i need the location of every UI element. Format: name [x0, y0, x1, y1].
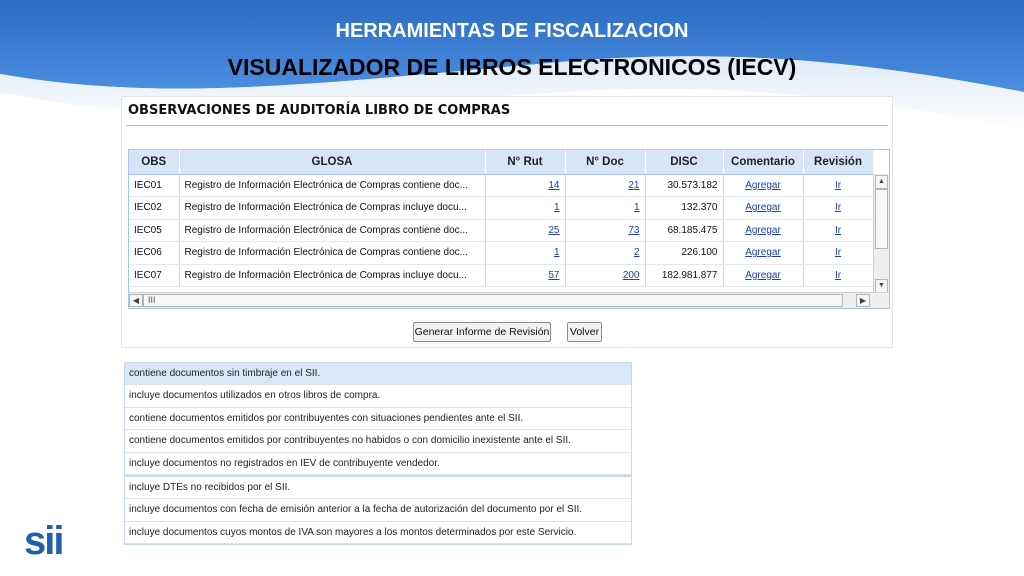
scroll-left-icon[interactable]: ◀	[129, 294, 143, 307]
scroll-right-icon[interactable]: ▶	[856, 294, 870, 307]
cell-obs: IEC05	[129, 219, 179, 242]
table-row	[129, 197, 873, 220]
audit-panel	[121, 96, 893, 348]
rut-link[interactable]: 14	[548, 179, 560, 191]
list-item[interactable]: incluye documentos no registrados en IEV de contribuyente vendedor.	[125, 453, 631, 475]
list-item[interactable]: incluye documentos con fecha de emisión anterior a la fecha de autorización del documento por el SII.	[125, 499, 631, 521]
agregar-link[interactable]: Agregar	[745, 224, 781, 236]
ir-link[interactable]: Ir	[834, 179, 842, 191]
horizontal-scrollbar[interactable]	[129, 292, 889, 308]
table-row	[129, 264, 873, 287]
cell-disc: 226.100	[645, 242, 723, 265]
column-header-glosa[interactable]: GLOSA	[179, 150, 485, 174]
cell-glosa: Registro de Información Electrónica de Compras contiene doc...	[179, 174, 485, 197]
doc-link[interactable]: 73	[628, 224, 640, 236]
ir-link[interactable]: Ir	[834, 269, 842, 281]
observations-table	[129, 150, 874, 287]
generate-report-button[interactable]: Generar Informe de Revisión	[413, 322, 551, 342]
list-item[interactable]: incluye documentos cuyos montos de IVA son mayores a los montos determinados por este Servicio.	[125, 522, 631, 544]
scroll-up-icon[interactable]: ▲	[875, 175, 888, 189]
agregar-link[interactable]: Agregar	[745, 179, 781, 191]
column-header-rut[interactable]: N° Rut	[485, 150, 565, 174]
column-header-doc[interactable]: N° Doc	[565, 150, 645, 174]
cell-glosa: Registro de Información Electrónica de Compras incluye docu...	[179, 264, 485, 287]
list-item[interactable]: incluye documentos utilizados en otros libros de compra.	[125, 385, 631, 407]
list-item[interactable]: contiene documentos emitidos por contribuyentes no habidos o con domicilio inexistente ante el SII.	[125, 430, 631, 452]
doc-link[interactable]: 21	[628, 179, 640, 191]
ir-link[interactable]: Ir	[834, 224, 842, 236]
agregar-link[interactable]: Agregar	[745, 202, 781, 214]
back-button[interactable]: Volver	[567, 322, 602, 342]
observations-grid	[128, 149, 890, 309]
slide-title: HERRAMIENTAS DE FISCALIZACION	[335, 20, 689, 42]
cell-glosa: Registro de Información Electrónica de Compras contiene doc...	[179, 219, 485, 242]
column-header-revision[interactable]: Revisión	[803, 150, 873, 174]
panel-heading: OBSERVACIONES DE AUDITORÍA LIBRO DE COMPRAS	[128, 103, 511, 118]
sii-logo-icon	[24, 518, 84, 560]
cell-glosa: Registro de Información Electrónica de Compras incluye docu...	[179, 197, 485, 220]
rut-link[interactable]: 57	[548, 269, 560, 281]
vertical-scrollbar[interactable]	[873, 174, 889, 294]
rut-link[interactable]: 1	[553, 247, 560, 259]
divider	[126, 125, 888, 126]
list-item[interactable]: contiene documentos emitidos por contribuyentes con situaciones pendientes ante el SII.	[125, 408, 631, 430]
list-item[interactable]: incluye DTEs no recibidos por el SII.	[125, 477, 631, 499]
vertical-scroll-thumb[interactable]	[875, 189, 888, 249]
doc-link[interactable]: 1	[633, 202, 640, 214]
column-header-comentario[interactable]: Comentario	[723, 150, 803, 174]
cell-obs: IEC01	[129, 174, 179, 197]
observation-list-b	[124, 476, 632, 545]
table-row	[129, 219, 873, 242]
doc-link[interactable]: 200	[622, 269, 640, 281]
observation-list-a	[124, 362, 632, 476]
ir-link[interactable]: Ir	[834, 247, 842, 259]
rut-link[interactable]: 25	[548, 224, 560, 236]
cell-obs: IEC02	[129, 197, 179, 220]
list-item[interactable]: contiene documentos sin timbraje en el SII.	[125, 363, 631, 385]
logo-text: sii	[24, 519, 63, 560]
agregar-link[interactable]: Agregar	[745, 269, 781, 281]
table-row	[129, 174, 873, 197]
cell-obs: IEC06	[129, 242, 179, 265]
doc-link[interactable]: 2	[633, 247, 640, 259]
scroll-down-icon[interactable]: ▼	[875, 279, 888, 293]
table-header-row	[129, 150, 873, 174]
horizontal-scroll-thumb[interactable]: III	[143, 294, 843, 307]
column-header-obs[interactable]: OBS	[129, 150, 179, 174]
cell-disc: 68.185.475	[645, 219, 723, 242]
cell-disc: 132.370	[645, 197, 723, 220]
agregar-link[interactable]: Agregar	[745, 247, 781, 259]
cell-obs: IEC07	[129, 264, 179, 287]
rut-link[interactable]: 1	[553, 202, 560, 214]
cell-glosa: Registro de Información Electrónica de Compras contiene doc...	[179, 242, 485, 265]
ir-link[interactable]: Ir	[834, 202, 842, 214]
cell-disc: 30.573.182	[645, 174, 723, 197]
slide-subtitle: VISUALIZADOR DE LIBROS ELECTRONICOS (IECV)	[227, 54, 797, 80]
cell-disc: 182.981.877	[645, 264, 723, 287]
table-row	[129, 242, 873, 265]
column-header-disc[interactable]: DISC	[645, 150, 723, 174]
